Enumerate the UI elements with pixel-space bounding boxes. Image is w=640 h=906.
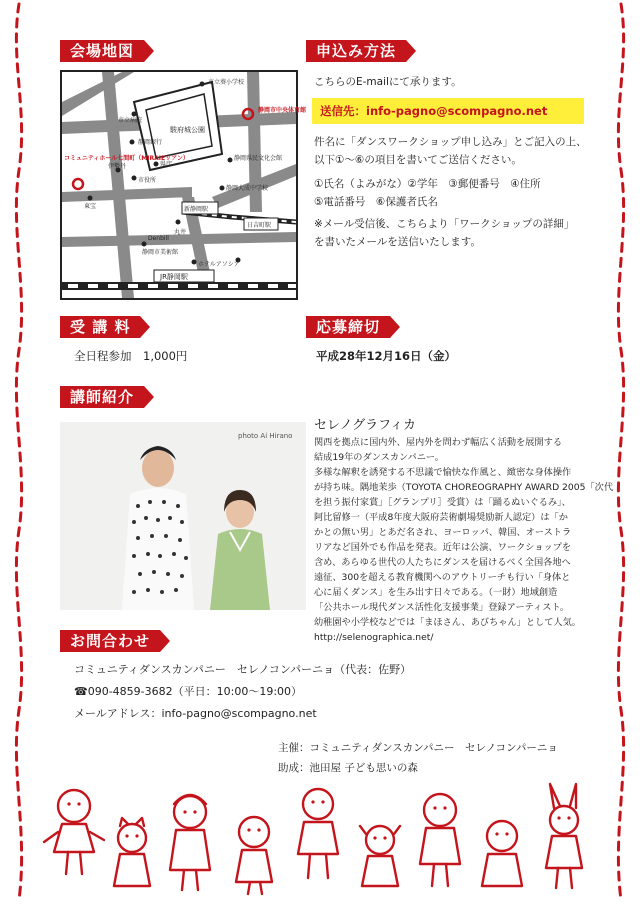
doodle-children <box>40 782 600 900</box>
bio-line-2: 結成19年のダンスカンパニー。 <box>314 452 444 463</box>
map-label-isetan: 伊勢丹 <box>108 163 127 170</box>
jr-rail <box>62 282 296 290</box>
map-label-gym: 静岡市中央体育館 <box>258 107 307 114</box>
map-label-hiyoshi: 日吉町駅 <box>247 222 272 229</box>
bio-line-1: 関西を拠点に国内外、屋内外を問わず幅広く活動を展開する <box>314 437 563 448</box>
bio-line-7: かとの無い男」とあだ名され、ヨーロッパ、韓国、オーストラ <box>314 527 572 538</box>
bio-line-11: 心に届くダンス」を生み出す日々である。（一財）地域創造 <box>314 587 558 598</box>
map-label-venue: コミュニティホール七間町（MIRAIEリアン） <box>64 155 189 162</box>
instructor-heading: 講師紹介 <box>60 386 144 408</box>
contact-email[interactable]: メールアドレス：info-pagno@scompagno.net <box>74 707 317 720</box>
map-label-art-museum: 静岡市美術館 <box>142 249 179 256</box>
deadline-heading: 応募締切 <box>306 316 390 338</box>
bio-line-12: 「公共ホール現代ダンス活性化支援事業」登録アーティスト。 <box>314 602 570 613</box>
mail-address[interactable]: 送信先：info-pagno@scompagno.net <box>320 104 548 118</box>
map-label-bank: 静岡銀行 <box>138 139 163 146</box>
instructor-name: セレノグラフィカ <box>314 418 417 433</box>
fee-heading: 受 講 料 <box>60 316 140 338</box>
doodle-child-3 <box>170 795 210 890</box>
map-label-school: 市立葵小学校 <box>208 79 245 86</box>
doodle-child-6 <box>360 826 400 886</box>
dancers-illustration <box>60 422 306 610</box>
left-dashed-border <box>8 0 30 906</box>
apply-line-5: ※メール受信後、こちらより「ワークショップの詳細」 <box>314 218 575 230</box>
contact-org: コミュニティダンスカンパニー セレノコンパーニョ（代表：佐野） <box>74 663 412 676</box>
deadline-text: 平成28年12月16日（金） <box>316 349 457 363</box>
apply-line-2: 以下①～⑥の項目を書いてご送信ください。 <box>314 154 522 166</box>
apply-line-1: 件名に「ダンスワークショップ申し込み」とご記入の上、 <box>314 136 587 148</box>
right-dashed-border <box>610 0 632 906</box>
bio-line-10: 遠征、300を超える教育機関へのアウトリーチも行い「身体と <box>314 572 571 583</box>
apply-line-6: を書いたメールを送信いたします。 <box>314 236 481 248</box>
map-label-toho: 東宝 <box>84 203 97 210</box>
contact-heading: お問合わせ <box>60 630 160 652</box>
map-label-shizutetsu: 新静岡駅 <box>184 206 209 213</box>
instructor-photo <box>60 422 306 610</box>
bio-line-6: 阿比留修一（平成8年度大阪府芸術劇場奨励新人認定）は「か <box>314 512 568 523</box>
doodle-child-5 <box>298 789 338 878</box>
map-label-denbill: Denbill <box>148 235 169 242</box>
map-drawing <box>62 72 307 298</box>
map-label-city-hall: 市役所 <box>138 177 157 184</box>
woman-figure <box>210 490 270 610</box>
contact-phone[interactable]: ☎090-4859-3682（平日：10:00～19:00） <box>74 685 303 698</box>
doodle-bunny <box>546 784 582 888</box>
photo-credit: photo Ai Hirano <box>238 432 293 440</box>
map-label-hotel: ホテルアソシア <box>198 261 240 268</box>
map-label-hospital: 市立病院 <box>118 117 143 124</box>
man-figure <box>122 446 194 610</box>
venue-map <box>60 70 307 300</box>
map-label-park: 駿府城公園 <box>170 126 205 134</box>
bio-line-4: が持ち味。隅地茉歩（TOYOTA CHOREOGRAPHY AWARD 2005「次代 <box>314 482 614 493</box>
map-label-pref-office: 県庁 <box>160 161 173 168</box>
bio-line-3: 多様な解釈を誘発する不思議で愉快な作風と、緻密な身体操作 <box>314 467 572 478</box>
bio-line-8: リアなど国外でも作品を発表。近年は公演、ワークショップを <box>314 542 572 553</box>
doodle-child-2 <box>114 818 150 886</box>
doodle-child-8 <box>482 821 522 886</box>
map-label-middle-school: 静岡大成中学校 <box>226 185 269 192</box>
doodle-child-7 <box>420 794 460 886</box>
apply-line-3: ①氏名（よみがな）②学年 ③郵便番号 ④住所 <box>314 178 541 190</box>
map-label-station: JR静岡駅 <box>160 273 188 281</box>
mail-highlight-box <box>312 98 584 124</box>
bio-line-5: を担う振付家賞」［グランプリ］受賞）は「踊るぬいぐるみ」、 <box>314 497 571 508</box>
map-label-culture-hall: 静岡県民文化会館 <box>234 155 283 162</box>
website-link[interactable]: http://selenographica.net/ <box>314 632 434 643</box>
bio-line-9: 含め、あらゆる世代の人たちにダンスを届けるべく全国各地へ <box>314 557 571 568</box>
credit-host: 主催：コミュニティダンスカンパニー セレノコンパーニョ <box>278 742 558 754</box>
fee-text: 全日程参加 1,000円 <box>74 349 188 363</box>
bio-line-13: 幼稚園や小学校などでは「まほさん、あびちゃん」として人気。 <box>314 617 581 628</box>
doodle-child-1 <box>44 790 104 874</box>
venue-map-heading: 会場地図 <box>60 40 144 62</box>
credit-support: 助成：池田屋 子ども思いの森 <box>278 762 418 774</box>
apply-line-4: ⑤電話番号 ⑥保護者氏名 <box>314 196 438 208</box>
apply-intro: こちらのE-mailにて承ります。 <box>314 76 462 88</box>
map-label-marui: 丸井 <box>174 229 187 236</box>
apply-heading: 申込み方法 <box>306 40 406 62</box>
doodle-child-4 <box>236 817 272 894</box>
